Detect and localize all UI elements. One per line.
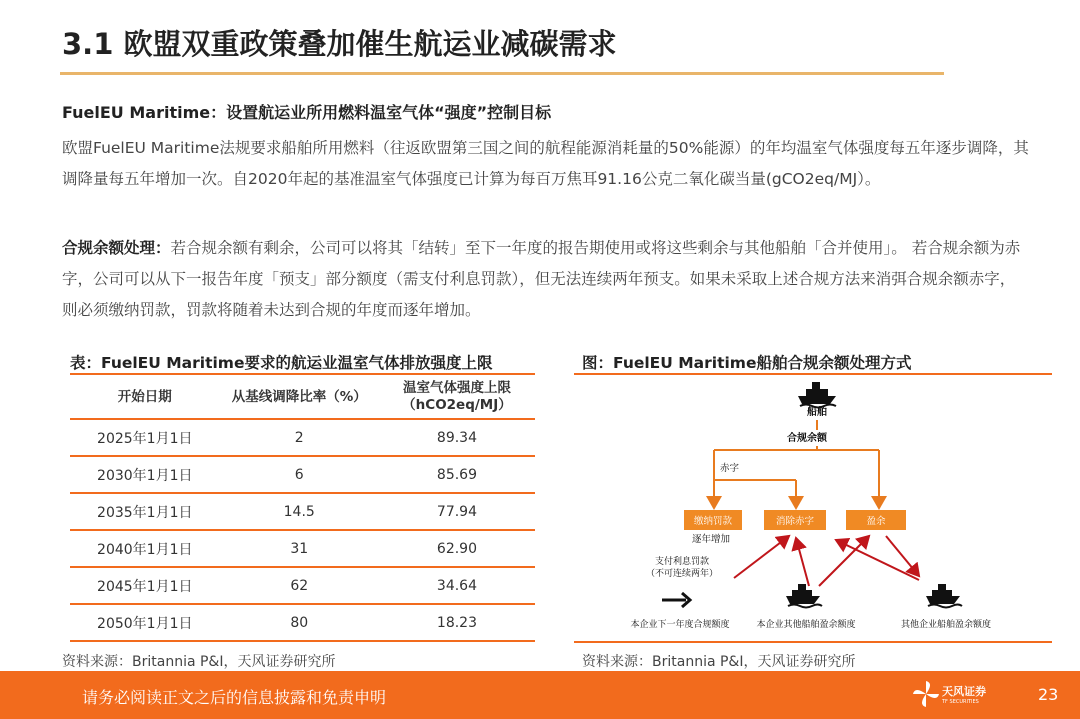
cell-rate: 62 bbox=[220, 567, 379, 604]
cell-limit: 77.94 bbox=[379, 493, 535, 530]
table-row bbox=[70, 604, 535, 641]
cell-date: 2050年1月1日 bbox=[70, 604, 220, 641]
disclaimer-text: 请务必阅读正文之后的信息披露和免责申明 bbox=[82, 688, 387, 707]
arrow-right-icon bbox=[662, 593, 690, 607]
bottom-label-own-ships: 本企业其他船舶盈余额度 bbox=[756, 620, 856, 630]
title-divider bbox=[60, 72, 944, 75]
pinwheel-icon bbox=[912, 679, 940, 709]
table-header-row bbox=[70, 376, 535, 419]
yearly-increase-label: 逐年增加 bbox=[692, 534, 731, 545]
table-row bbox=[70, 419, 535, 456]
pool-internal-arrow bbox=[796, 538, 809, 586]
ship-label: 船舶 bbox=[807, 407, 827, 418]
ship-icon bbox=[786, 584, 822, 608]
interest-line-1: 支付利息罚款 bbox=[654, 557, 710, 567]
deficit-label: 赤字 bbox=[720, 463, 740, 474]
cell-date: 2025年1月1日 bbox=[70, 419, 220, 456]
cell-rate: 14.5 bbox=[220, 493, 379, 530]
table-caption: 表：FuelEU Maritime要求的航运业温室气体排放强度上限 bbox=[70, 354, 493, 372]
table-row bbox=[70, 567, 535, 604]
company-logo bbox=[912, 677, 986, 713]
cell-limit: 62.90 bbox=[379, 530, 535, 567]
compliance-label: 合规余额处理： bbox=[62, 239, 171, 257]
intensity-table bbox=[70, 376, 535, 642]
figure-bottom-rule bbox=[574, 641, 1052, 643]
cell-date: 2045年1月1日 bbox=[70, 567, 220, 604]
table-top-rule bbox=[70, 373, 535, 375]
ship-icon bbox=[798, 382, 836, 408]
compliance-paragraph bbox=[62, 233, 1030, 326]
intro-paragraph: 欧盟FuelEU Maritime法规要求船舶所用燃料（往返欧盟第三国之间的航程能源消耗量的50%能源）的年均温室气体强度每五年逐步调降，其调降量每五年增加一次。自2020年起的基准温室气体强度已计算为每百万焦耳91.16公克二氧化碳当量(gCO2eq/MJ）。 bbox=[62, 139, 1029, 188]
surplus-box-label: 盈余 bbox=[866, 516, 886, 527]
eliminate-box-label: 消除赤字 bbox=[775, 516, 815, 527]
table-row bbox=[70, 493, 535, 530]
penalty-box-label: 缴纳罚款 bbox=[693, 516, 733, 527]
bottom-label-other-companies: 其他企业船舶盈余额度 bbox=[900, 620, 992, 630]
interest-line-2: （不可连续两年） bbox=[645, 569, 719, 579]
cell-rate: 80 bbox=[220, 604, 379, 641]
cell-date: 2035年1月1日 bbox=[70, 493, 220, 530]
cell-limit: 34.64 bbox=[379, 567, 535, 604]
cell-limit: 89.34 bbox=[379, 419, 535, 456]
header-reduction-rate: 从基线调降比率（%） bbox=[220, 376, 379, 419]
balance-label: 合规余额 bbox=[787, 433, 827, 444]
compliance-flow-diagram bbox=[574, 378, 1052, 640]
figure-top-rule bbox=[574, 373, 1052, 375]
cell-limit: 85.69 bbox=[379, 456, 535, 493]
figure-source: 资料来源：Britannia P&I，天风证券研究所 bbox=[582, 654, 856, 670]
section-subtitle: FuelEU Maritime：设置航运业所用燃料温室气体“强度”控制目标 bbox=[62, 103, 552, 122]
cell-rate: 31 bbox=[220, 530, 379, 567]
logo-subtitle: TF SECURITIES bbox=[942, 699, 979, 705]
cell-rate: 6 bbox=[220, 456, 379, 493]
figure-caption: 图：FuelEU Maritime船舶合规余额处理方式 bbox=[582, 354, 912, 372]
bottom-label-next-year: 本企业下一年度合规额度 bbox=[630, 620, 730, 630]
page-title: 3.1 欧盟双重政策叠加催生航运业减碳需求 bbox=[62, 27, 617, 61]
cell-limit: 18.23 bbox=[379, 604, 535, 641]
table-row bbox=[70, 456, 535, 493]
ship-icon bbox=[926, 584, 962, 608]
cell-rate: 2 bbox=[220, 419, 379, 456]
advance-arrow bbox=[734, 536, 789, 578]
cell-date: 2040年1月1日 bbox=[70, 530, 220, 567]
logo-name: 天风证券 bbox=[942, 685, 986, 698]
page-number: 23 bbox=[1038, 685, 1059, 704]
table-row bbox=[70, 530, 535, 567]
header-intensity-limit: 温室气体强度上限（hCO2eq/MJ） bbox=[379, 376, 535, 419]
footer-bar bbox=[0, 671, 1080, 719]
cell-date: 2030年1月1日 bbox=[70, 456, 220, 493]
table-source: 资料来源：Britannia P&I，天风证券研究所 bbox=[62, 654, 336, 670]
header-start-date: 开始日期 bbox=[70, 376, 220, 419]
compliance-text: 若合规余额有剩余，公司可以将其「结转」至下一年度的报告期使用或将这些剩余与其他船舶「合并使用」。 若合规余额为赤字，公司可以从下一报告年度「预支」部分额度（需支付利息罚款），但无法连续两年预支。如果未采取上述合规方法来消弭合规余额赤字，则必须缴纳罚款，罚款将随着未达到合规的年度而逐年增加。 bbox=[62, 239, 1021, 319]
surplus-to-external-arrow bbox=[886, 536, 919, 576]
